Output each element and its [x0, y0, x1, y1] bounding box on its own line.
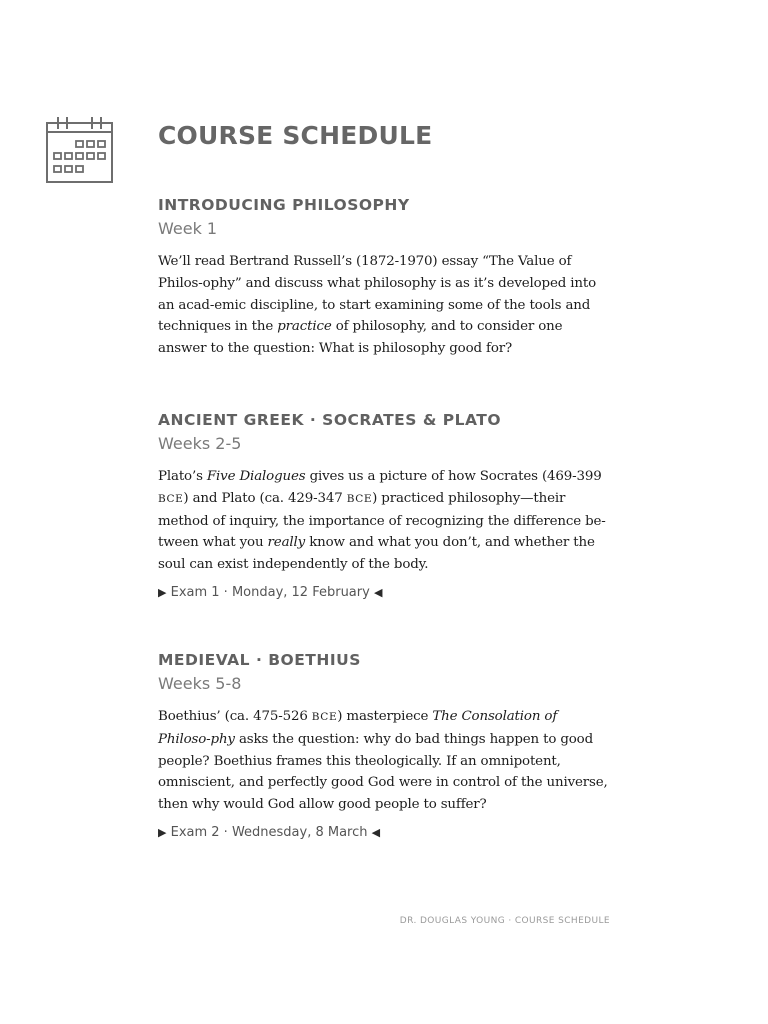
section-description: Boethius’ (ca. 475-526 BCE) masterpiece The Consolation of Philoso-phy asks the question: why do bad things happen to good people? Boethius frames this theologically. If an omnipotent, omniscient, and perfectly good God were in control of the universe, then why would God allow good people to suffer? — [158, 709, 608, 813]
section-weeks: Weeks 2-5 — [158, 434, 242, 453]
section-medieval-boethius — [158, 649, 613, 843]
page-footer: DR. DOUGLAS YOUNG · COURSE SCHEDULE — [399, 916, 610, 926]
schedule-content — [158, 118, 613, 840]
section-title: INTRODUCING PHILOSOPHY — [158, 196, 410, 214]
section-description: Plato’s Five Dialogues gives us a picture of how Socrates (469-399 BCE) and Plato (ca. 429-347 BCE) practiced philosophy—their method of inquiry, the importance of recognizing the difference be-tween what you really know and what you don’t, and whether the soul can exist independently of the body. — [158, 469, 606, 573]
triangle-left-icon: ◀ — [371, 825, 381, 839]
page-title: COURSE SCHEDULE — [158, 121, 433, 150]
exam-label: Exam 1 · Monday, 12 February — [170, 584, 370, 600]
section-description: We’ll read Bertrand Russell’s (1872-1970) essay “The Value of Philos-ophy” and discuss what philosophy is as it’s developed into an acad-emic discipline, to start examining some of the tools and techniques in the practice of philosophy, and to consider one answer to the question: What is philosophy good for? — [158, 254, 597, 357]
section-weeks: Weeks 5-8 — [158, 674, 242, 693]
triangle-right-icon: ▶ — [158, 825, 167, 839]
triangle-left-icon: ◀ — [373, 585, 383, 599]
section-weeks: Week 1 — [158, 219, 218, 238]
section-title: MEDIEVAL · BOETHIUS — [158, 651, 361, 669]
exam-label: Exam 2 · Wednesday, 8 March — [170, 824, 368, 840]
triangle-right-icon: ▶ — [158, 585, 167, 599]
section-title: ANCIENT GREEK · SOCRATES & PLATO — [158, 411, 502, 429]
section-ancient-greek — [158, 409, 613, 603]
section-introducing-philosophy — [158, 194, 613, 360]
calendar-icon — [45, 116, 115, 186]
exam-date — [158, 823, 613, 843]
exam-date — [158, 583, 613, 603]
